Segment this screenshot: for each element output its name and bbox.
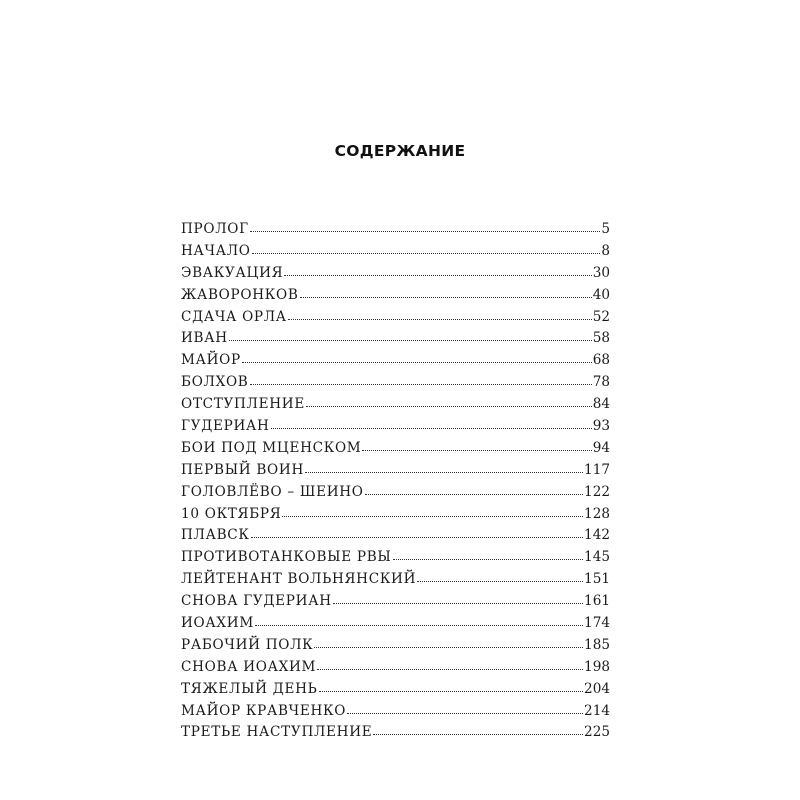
toc-entry: [181, 679, 610, 701]
toc-dot-leader: [288, 318, 592, 320]
toc-entry-title: ТЯЖЕЛЫЙ ДЕНЬ: [181, 680, 318, 697]
toc-dot-leader: [373, 733, 583, 735]
toc-entry-title: НАЧАЛО: [181, 242, 251, 259]
toc-dot-leader: [319, 690, 584, 692]
toc-entry-title: ГОЛОВЛЁВО – ШЕИНО: [181, 483, 364, 500]
toc-dot-leader: [300, 296, 592, 298]
toc-page-number: 204: [584, 680, 610, 697]
toc-entry: [181, 219, 610, 241]
toc-dot-leader: [362, 449, 591, 451]
page-title: СОДЕРЖАНИЕ: [334, 142, 466, 160]
table-of-contents: [181, 219, 610, 744]
toc-entry: [181, 613, 610, 635]
toc-page-number: 84: [592, 396, 610, 413]
toc-entry-title: ТРЕТЬЕ НАСТУПЛЕНИЕ: [181, 724, 373, 741]
toc-dot-leader: [314, 646, 583, 648]
toc-page-number: 94: [592, 439, 610, 456]
toc-entry-title: ЭВАКУАЦИЯ: [181, 264, 284, 281]
toc-entry-title: ЛЕЙТЕНАНТ ВОЛЬНЯНСКИЙ: [181, 571, 417, 588]
toc-dot-leader: [271, 427, 592, 429]
toc-page-number: 174: [584, 615, 610, 632]
toc-entry-title: МАЙОР: [181, 352, 241, 369]
toc-page-number: 30: [592, 264, 610, 281]
toc-dot-leader: [251, 536, 583, 538]
toc-entry-title: ОТСТУПЛЕНИЕ: [181, 396, 305, 413]
toc-entry-title: ПЕРВЫЙ ВОИН: [181, 461, 305, 478]
toc-entry: [181, 416, 610, 438]
toc-dot-leader: [255, 624, 583, 626]
toc-page-number: 122: [584, 483, 610, 500]
toc-entry: [181, 591, 610, 613]
toc-page-number: 78: [592, 374, 610, 391]
toc-page-number: 117: [584, 461, 610, 478]
toc-entry-title: МАЙОР КРАВЧЕНКО: [181, 702, 347, 719]
toc-page-number: 68: [592, 352, 610, 369]
toc-page-number: 225: [584, 724, 610, 741]
toc-dot-leader: [250, 383, 592, 385]
toc-dot-leader: [417, 580, 583, 582]
toc-entry-title: ЖАВОРОНКОВ: [181, 286, 299, 303]
toc-entry: [181, 372, 610, 394]
toc-dot-leader: [317, 668, 583, 670]
toc-page-number: 40: [592, 286, 610, 303]
toc-entry: [181, 263, 610, 285]
toc-entry-title: ГУДЕРИАН: [181, 418, 270, 435]
toc-page-number: 8: [601, 242, 610, 259]
toc-entry-title: СНОВА ГУДЕРИАН: [181, 593, 332, 610]
toc-entry: [181, 307, 610, 329]
toc-entry-title: РАБОЧИЙ ПОЛК: [181, 636, 314, 653]
toc-entry-title: ПРОЛОГ: [181, 221, 249, 237]
toc-entry: [181, 657, 610, 679]
toc-entry: [181, 394, 610, 416]
toc-page-number: 52: [592, 308, 610, 325]
toc-page-number: 93: [592, 418, 610, 435]
toc-entry: [181, 525, 610, 547]
toc-page-number: 128: [584, 505, 610, 522]
toc-page-number: 198: [584, 658, 610, 675]
toc-entry: [181, 722, 610, 744]
toc-entry-title: ИОАХИМ: [181, 615, 254, 632]
toc-entry: [181, 635, 610, 657]
toc-page-number: 161: [584, 593, 610, 610]
toc-dot-leader: [305, 471, 583, 473]
toc-dot-leader: [333, 602, 583, 604]
toc-dot-leader: [365, 493, 583, 495]
toc-entry-title: СДАЧА ОРЛА: [181, 308, 287, 325]
toc-page-number: 151: [584, 571, 610, 588]
toc-dot-leader: [393, 558, 584, 560]
toc-page-number: 185: [584, 636, 610, 653]
toc-dot-leader: [250, 230, 601, 232]
toc-entry: [181, 482, 610, 504]
toc-entry-title: СНОВА ИОАХИМ: [181, 658, 317, 675]
toc-entry: [181, 285, 610, 307]
toc-page-number: 145: [584, 549, 610, 566]
toc-entry: [181, 460, 610, 482]
toc-page-number: 5: [601, 221, 610, 237]
toc-entry-title: БОИ ПОД МЦЕНСКОМ: [181, 439, 362, 456]
toc-entry: [181, 701, 610, 723]
toc-entry-title: 10 ОКТЯБРЯ: [181, 505, 282, 522]
toc-page-number: 58: [592, 330, 610, 347]
toc-entry-title: ИВАН: [181, 330, 228, 347]
toc-dot-leader: [306, 405, 592, 407]
toc-page-number: 142: [584, 527, 610, 544]
toc-entry-title: ПЛАВСК: [181, 527, 250, 544]
toc-entry: [181, 350, 610, 372]
toc-entry: [181, 438, 610, 460]
toc-dot-leader: [242, 361, 592, 363]
toc-entry: [181, 328, 610, 350]
toc-dot-leader: [282, 515, 583, 517]
toc-entry-title: БОЛХОВ: [181, 374, 249, 391]
toc-entry: [181, 569, 610, 591]
toc-entry: [181, 241, 610, 263]
toc-dot-leader: [284, 274, 591, 276]
toc-page-number: 214: [584, 702, 610, 719]
toc-entry: [181, 547, 610, 569]
toc-entry-title: ПРОТИВОТАНКОВЫЕ РВЫ: [181, 549, 392, 566]
toc-dot-leader: [252, 252, 601, 254]
toc-dot-leader: [347, 712, 583, 714]
toc-dot-leader: [229, 339, 592, 341]
toc-entry: [181, 504, 610, 526]
